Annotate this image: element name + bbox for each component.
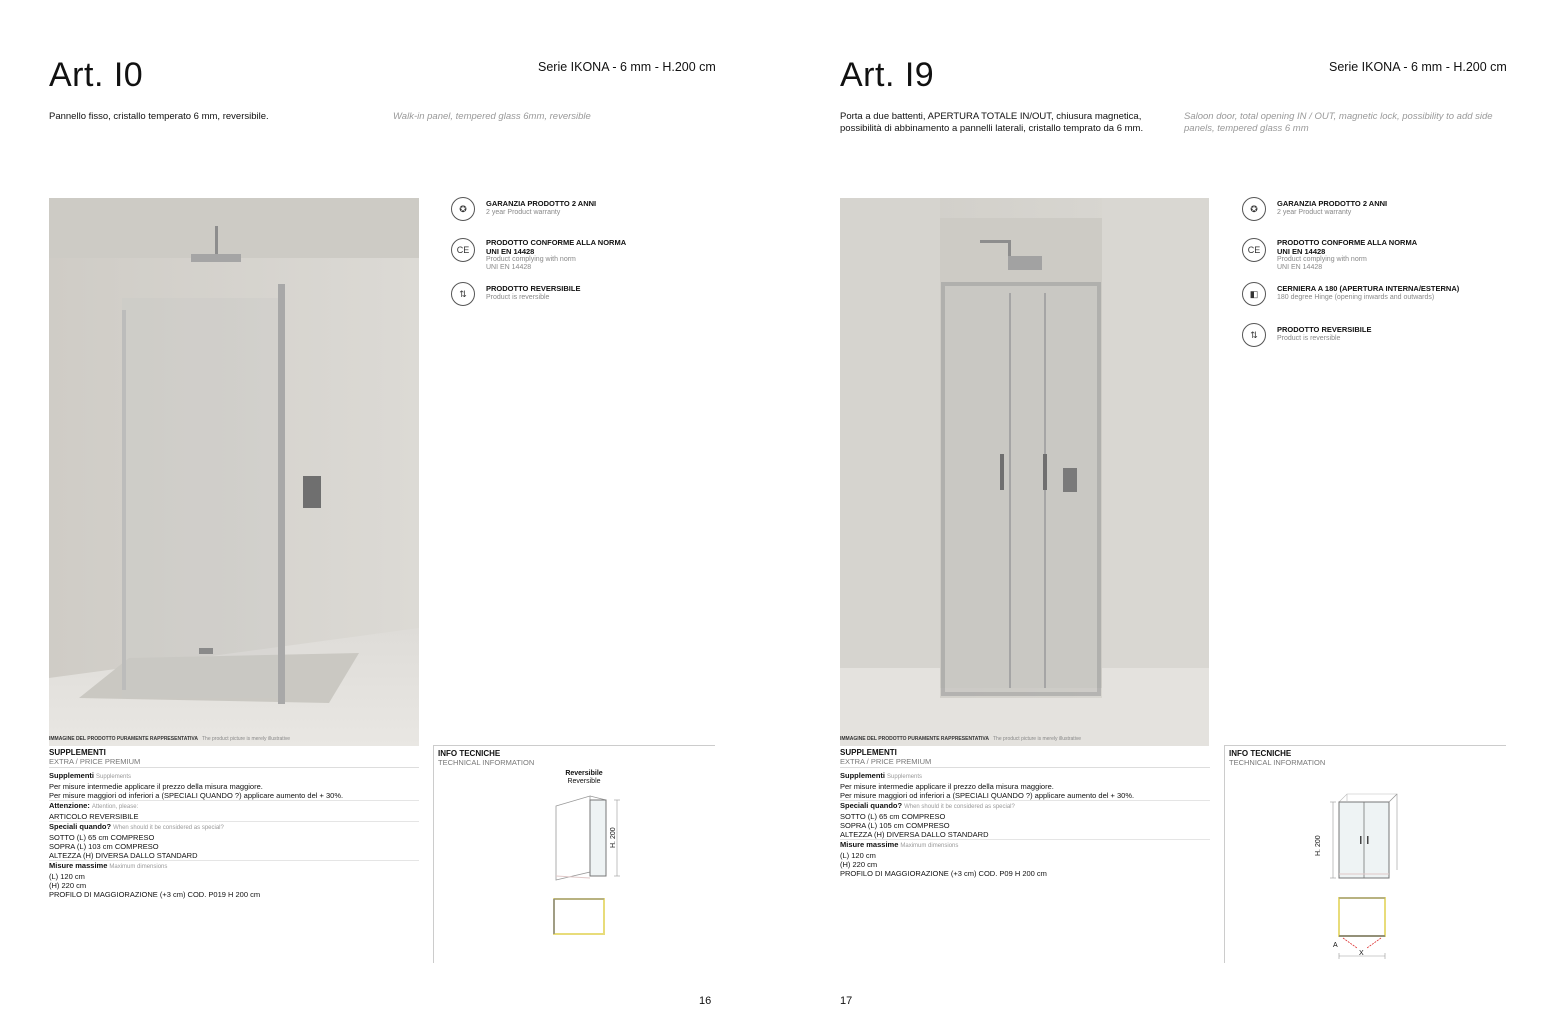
feature-subtitle: Product complying with norm UNI EN 14428 [1277, 256, 1367, 271]
feature-reversible [1242, 323, 1542, 353]
special-line: SOPRA (L) 103 cm COMPRESO [49, 842, 159, 851]
photo-caption [840, 736, 1081, 742]
page-number: 17 [840, 995, 853, 1007]
page-number: 16 [699, 995, 712, 1007]
supplements-title: SUPPLEMENTI [49, 748, 106, 757]
description-it: Pannello fisso, cristallo temperato 6 mm, reversibile. [49, 111, 269, 122]
special-label-en: When should it be considered as special? [904, 804, 1015, 810]
supplements-section [49, 748, 419, 899]
dimension-a-label: A [1333, 942, 1338, 949]
technical-info-subtitle: TECHNICAL INFORMATION [438, 758, 535, 767]
door-elevation-drawing [1325, 784, 1405, 884]
feature-subtitle: Product is reversible [1277, 334, 1341, 342]
article-title: Art. I0 [49, 56, 144, 94]
reversible-label [552, 770, 616, 786]
max-dimensions-label: Misure massime [840, 840, 899, 849]
attention-label-en: Attention, please: [91, 804, 139, 810]
supplements-label-en: Supplements [887, 774, 923, 780]
supplements-line: Per misure intermedie applicare il prezzo della misura maggiore. [840, 782, 1054, 791]
max-height: (H) 220 cm [49, 881, 87, 890]
feature-title: PRODOTTO REVERSIBILE [1277, 325, 1372, 334]
supplements-subtitle: EXTRA / PRICE PREMIUM [840, 757, 1210, 768]
product-photo [840, 198, 1209, 746]
photo-caption-it: IMMAGINE DEL PRODOTTO PURAMENTE RAPPRESENTATIVA [840, 736, 989, 742]
technical-info-subtitle: TECHNICAL INFORMATION [1229, 758, 1326, 767]
supplements-title: SUPPLEMENTI [840, 748, 897, 757]
feature-title: PRODOTTO CONFORME ALLA NORMA UNI EN 14428 [1277, 238, 1418, 256]
special-line: ALTEZZA (H) DIVERSA DALLO STANDARD [840, 830, 1210, 840]
reversible-icon: ⇅ [1242, 323, 1266, 347]
dimension-x-label: X [1359, 950, 1364, 957]
photo-caption [49, 736, 290, 742]
max-length: (L) 120 cm [840, 851, 876, 860]
feature-subtitle: 2 year Product warranty [486, 208, 561, 216]
warranty-icon: ✪ [1242, 197, 1266, 221]
supplements-line: Per misure maggiori od inferiori a (SPECIALI QUANDO ?) applicare aumento del + 30%. [49, 791, 419, 801]
feature-title: GARANZIA PRODOTTO 2 ANNI [1277, 199, 1388, 208]
supplements-label: Supplementi [840, 771, 886, 780]
feature-subtitle: Product is reversible [486, 293, 550, 301]
hinge-180-icon: ◧ [1242, 282, 1266, 306]
technical-info-title: INFO TECNICHE [438, 749, 501, 758]
description-it: Porta a due battenti, APERTURA TOTALE IN/OUT, chiusura magnetica, possibilità di abbinamento a pannelli laterali, cristallo temprato da 6 mm. [840, 111, 1144, 134]
height-label: H. 200 [610, 827, 617, 848]
shower-door-illustration [840, 198, 1209, 746]
feature-title: CERNIERA A 180 (APERTURA INTERNA/ESTERNA) [1277, 284, 1460, 293]
panel-elevation-drawing [544, 792, 634, 884]
special-line: SOTTO (L) 65 cm COMPRESO [840, 812, 946, 821]
height-label: H. 200 [1315, 835, 1322, 856]
feature-warranty [1242, 197, 1542, 227]
supplements-subtitle: EXTRA / PRICE PREMIUM [49, 757, 419, 768]
reversible-label-it: Reversibile [565, 770, 603, 777]
attention-label: Attenzione: [49, 801, 90, 810]
feature-ce [1242, 236, 1542, 272]
photo-caption-it: IMMAGINE DEL PRODOTTO PURAMENTE RAPPRESENTATIVA [49, 736, 198, 742]
feature-subtitle: 180 degree Hinge (opening inwards and outwards) [1277, 293, 1435, 301]
special-label-en: When should it be considered as special? [113, 825, 224, 831]
max-dimensions-label-en: Maximum dimensions [109, 864, 168, 870]
max-length: (L) 120 cm [49, 872, 85, 881]
description-en: Saloon door, total opening IN / OUT, magnetic lock, possibility to add side panels, tempered glass 6 mm [1184, 111, 1493, 134]
ce-icon: CE [1242, 238, 1266, 262]
special-label: Speciali quando? [49, 822, 112, 831]
photo-caption-en: The product picture is merely illustrative [993, 736, 1082, 742]
supplements-line: Per misure intermedie applicare il prezzo della misura maggiore. [49, 782, 263, 791]
feature-reversible [451, 282, 751, 312]
technical-info [1224, 745, 1506, 963]
photo-caption-en: The product picture is merely illustrative [202, 736, 291, 742]
supplements-section [840, 748, 1210, 878]
feature-ce [451, 236, 751, 272]
profile-code: PROFILO DI MAGGIORAZIONE (+3 cm) COD. P019 H 200 cm [49, 890, 261, 899]
feature-title: PRODOTTO CONFORME ALLA NORMA UNI EN 14428 [486, 238, 627, 256]
feature-warranty [451, 197, 751, 227]
supplements-line: Per misure maggiori od inferiori a (SPECIALI QUANDO ?) applicare aumento del + 30%. [840, 791, 1210, 801]
technical-info [433, 745, 715, 963]
max-dimensions-label-en: Maximum dimensions [900, 843, 959, 849]
description-en: Walk-in panel, tempered glass 6mm, reversible [393, 111, 591, 122]
shower-panel-illustration [49, 198, 419, 746]
special-line: SOPRA (L) 105 cm COMPRESO [840, 821, 950, 830]
feature-hinge [1242, 282, 1542, 312]
panel-plan-drawing [552, 896, 608, 938]
reversible-icon: ⇅ [451, 282, 475, 306]
special-line: SOTTO (L) 65 cm COMPRESO [49, 833, 155, 842]
attention-value: ARTICOLO REVERSIBILE [49, 812, 419, 822]
profile-code: PROFILO DI MAGGIORAZIONE (+3 cm) COD. P09 H 200 cm [840, 869, 1047, 878]
product-photo [49, 198, 419, 746]
page-right [775, 0, 1550, 1033]
ce-icon: CE [451, 238, 475, 262]
max-dimensions-label: Misure massime [49, 861, 108, 870]
article-title: Art. I9 [840, 56, 935, 94]
special-line: ALTEZZA (H) DIVERSA DALLO STANDARD [49, 851, 419, 861]
reversible-label-en: Reversible [567, 778, 601, 785]
supplements-label: Supplementi [49, 771, 95, 780]
series-label: Serie IKONA - 6 mm - H.200 cm [538, 60, 716, 74]
max-height: (H) 220 cm [840, 860, 878, 869]
warranty-icon: ✪ [451, 197, 475, 221]
feature-subtitle: Product complying with norm UNI EN 14428 [486, 256, 576, 271]
supplements-label-en: Supplements [96, 774, 132, 780]
feature-subtitle: 2 year Product warranty [1277, 208, 1352, 216]
series-label: Serie IKONA - 6 mm - H.200 cm [1329, 60, 1507, 74]
feature-title: PRODOTTO REVERSIBILE [486, 284, 581, 293]
special-label: Speciali quando? [840, 801, 903, 810]
feature-title: GARANZIA PRODOTTO 2 ANNI [486, 199, 597, 208]
technical-info-title: INFO TECNICHE [1229, 749, 1292, 758]
